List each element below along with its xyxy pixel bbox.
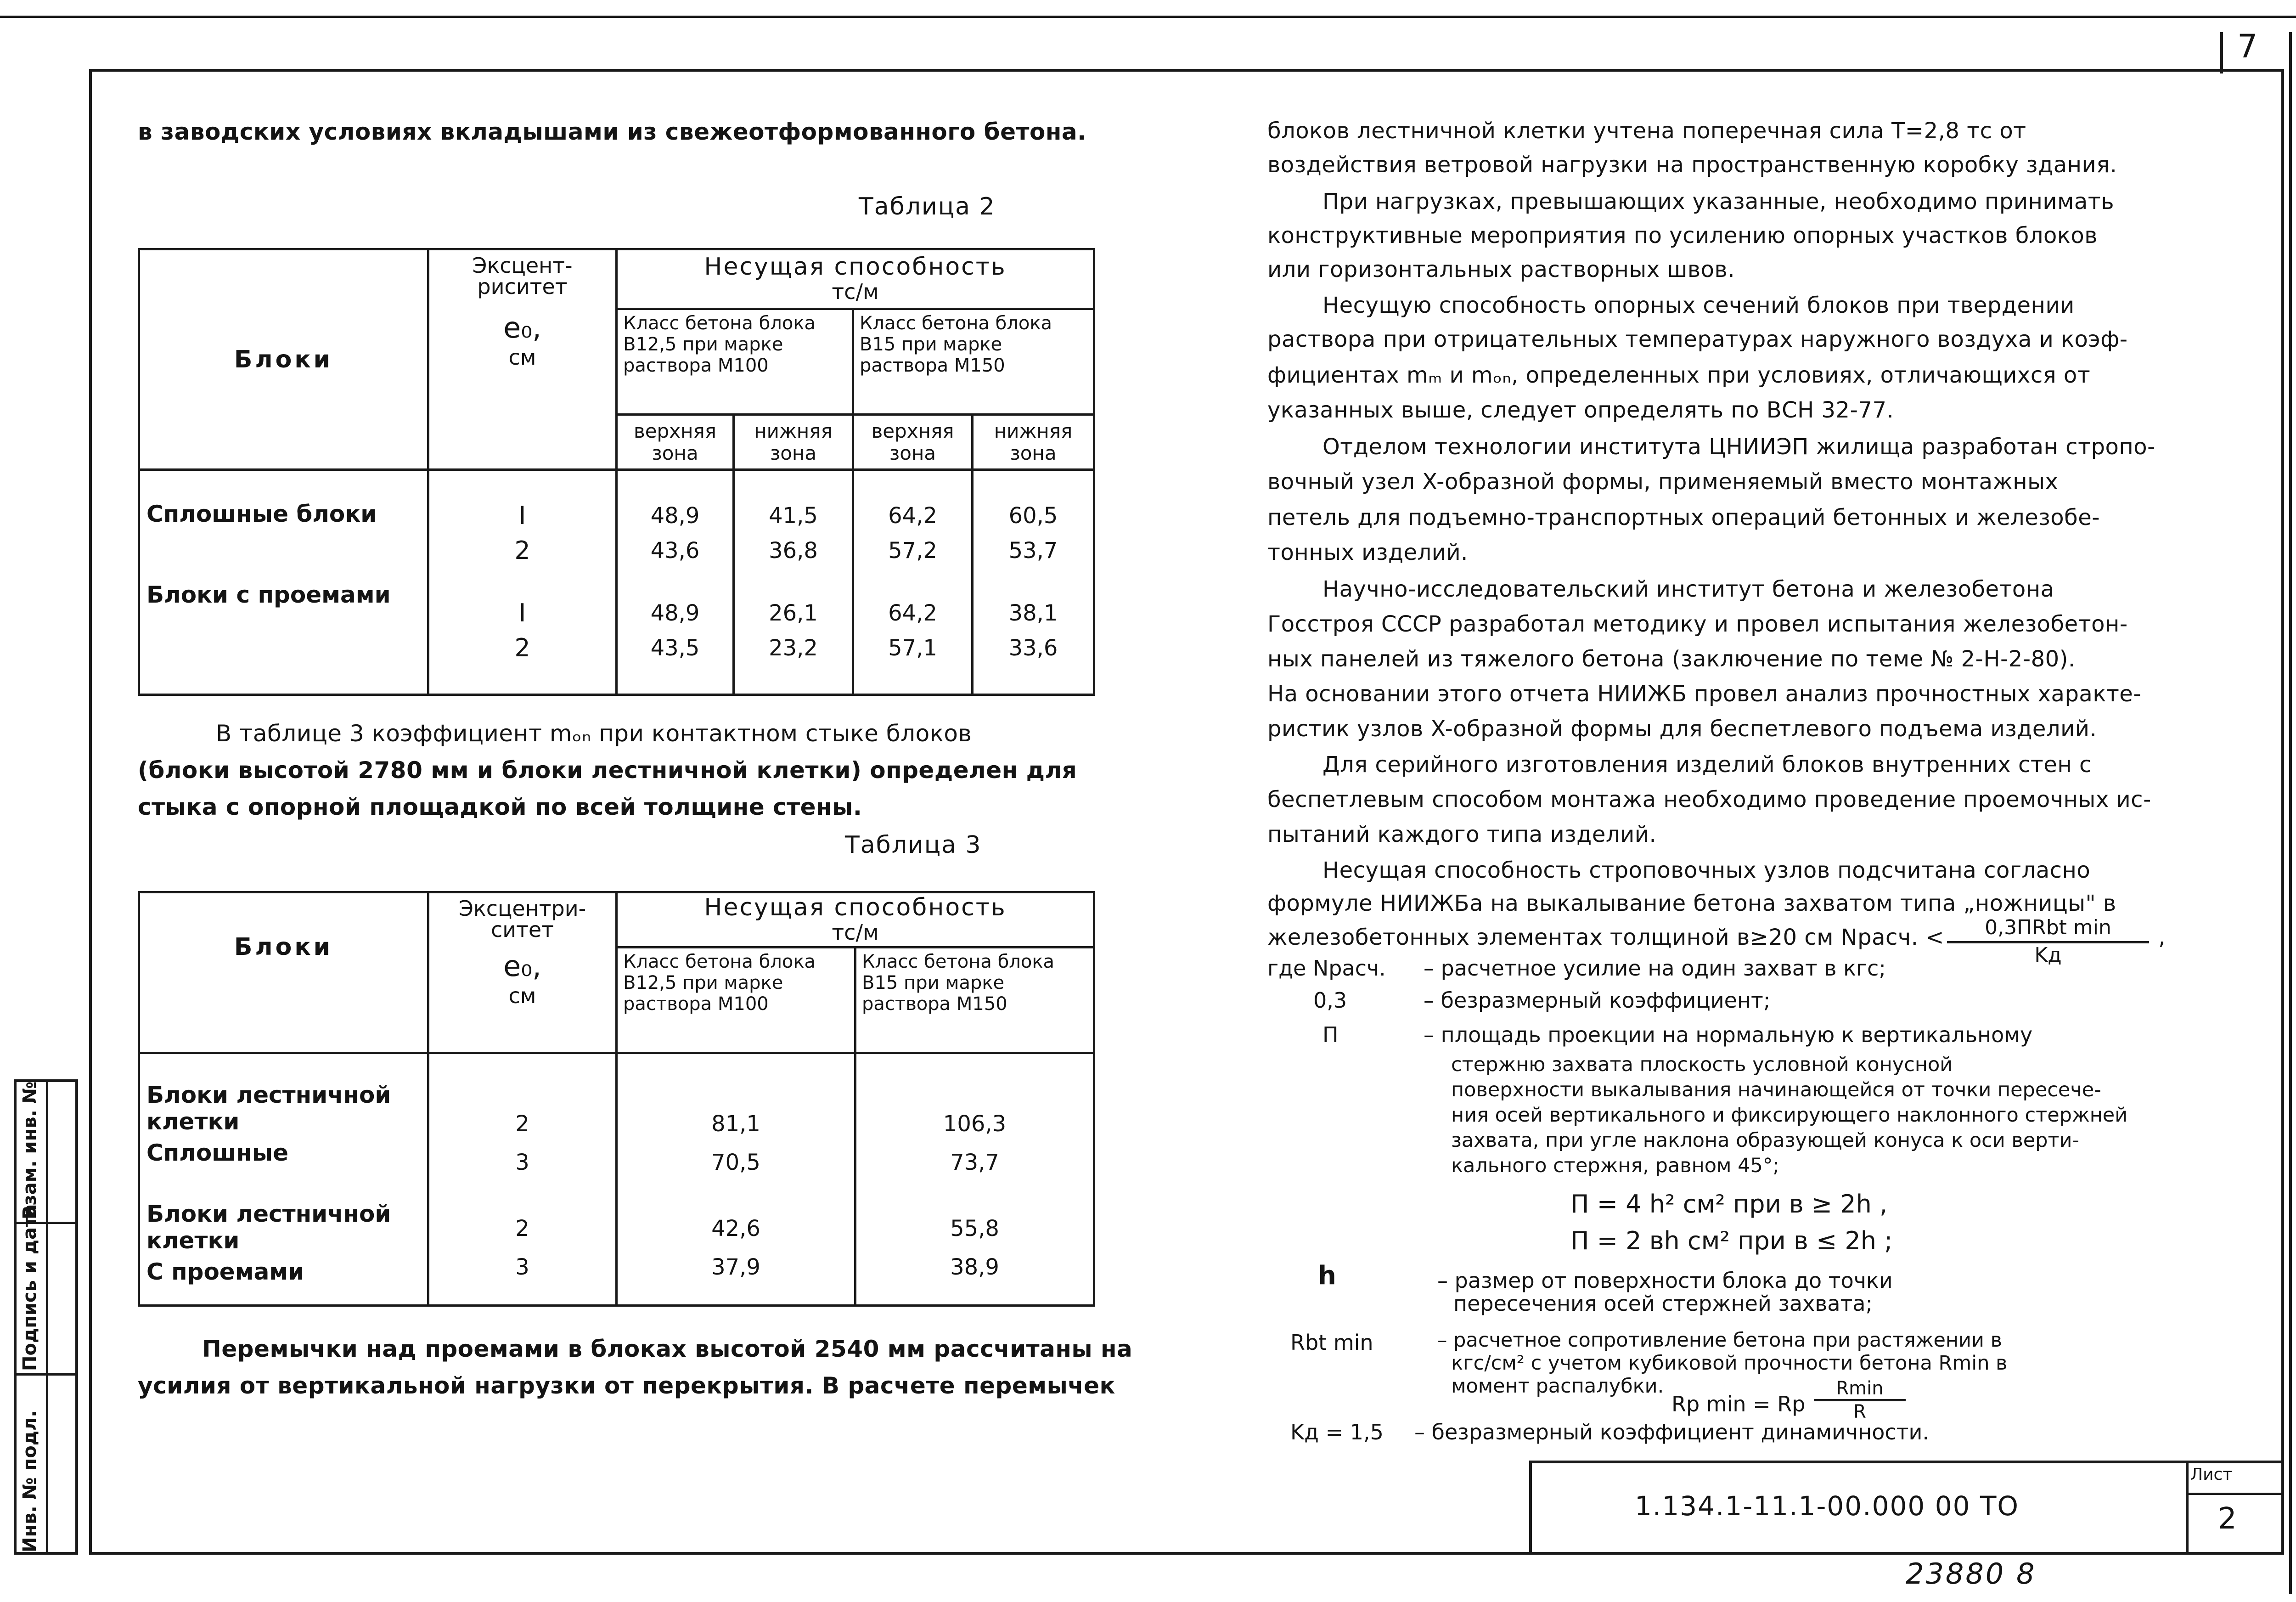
right-line: фициентах mₘ и mₒₙ, определенных при условиях, отличающихся от [1267, 362, 2091, 388]
t3-value: 70,5 [711, 1150, 760, 1175]
right-line: вочный узел X-образной формы, применяемый вместо монтажных [1267, 469, 2059, 495]
right-line: воздействия ветровой нагрузки на пространственную коробку здания. [1267, 152, 2117, 178]
archive-number: 23880 8 [1906, 1557, 2037, 1591]
t2-header-blocks: Блоки [139, 249, 428, 470]
legend-desc-p-3: поверхности выкалывания начинающейся от точки пересече- [1451, 1078, 2101, 1101]
formula-p-2: П = 2 вh см² при в ≤ 2h ; [1570, 1226, 1893, 1255]
legend-sym-kd: Kд = 1,5 [1290, 1420, 1384, 1444]
formula-main-tail: , [2158, 923, 2166, 950]
t3-header-blocks: Блоки [139, 892, 428, 1053]
t3-ecc-value: 3 [515, 1254, 529, 1280]
formula-p-1: П = 4 h² см² при в ≥ 2h , [1570, 1190, 1888, 1218]
table-3 [138, 891, 1095, 1307]
para-table3-line-1: В таблице 3 коэффициент mₒₙ при контактном стыке блоков [216, 720, 972, 747]
t2-class-1: Класс бетона блока В12,5 при марке раствора М100 [617, 309, 853, 415]
t2-header-capacity [617, 249, 1094, 309]
stamp-inv-no: Инв. № подл. [19, 1410, 40, 1552]
para-lintels-line-2: усилия от вертикальной нагрузки от перекрытия. В расчете перемычек [138, 1372, 1115, 1399]
t2-value: 26,1 [769, 600, 818, 626]
legend-desc-h-2: пересечения осей стержней захвата; [1453, 1291, 1873, 1316]
top-rule [0, 16, 2296, 18]
legend-desc-rbt-1: – расчетное сопротивление бетона при растяжении в [1437, 1329, 2002, 1352]
t2-col-ecc [428, 470, 617, 695]
stamp-signature-date: Подпись и дата [19, 1204, 40, 1371]
para-lintels-line-1: Перемычки над проемами в блоках высотой 2540 мм рассчитаны на [202, 1336, 1133, 1362]
legend-sym-03: 0,3 [1313, 988, 1347, 1013]
t3-header-capacity [617, 892, 1094, 948]
t2-value: 38,1 [1008, 600, 1058, 626]
para-table3-line-3: стыка с опорной площадкой по всей толщине стены. [138, 794, 862, 820]
sheet-no: 2 [2218, 1502, 2237, 1536]
t3-ecc-value: 2 [515, 1111, 529, 1137]
t3-col-class-2 [855, 1053, 1094, 1306]
right-line: блоков лестничной клетки учтена поперечная сила T=2,8 тс от [1267, 118, 2026, 144]
legend-desc-nrasch: – расчетное усилие на один захват в кгс; [1424, 956, 1886, 981]
t2-col-upper-1 [617, 470, 734, 695]
t2-capacity-title: Несущая способность [704, 253, 1007, 281]
right-line: тонных изделий. [1267, 540, 1468, 565]
t3-col-class-1 [617, 1053, 855, 1306]
t3-row-name: Блоки лестничной [146, 1201, 391, 1227]
t2-row-name-solid: Сплошные блоки [146, 501, 377, 527]
t2-value: 33,6 [1008, 635, 1058, 661]
sheet-box-right [2289, 32, 2292, 1594]
right-line: Несущая способность строповочных узлов подсчитана согласно [1322, 857, 2091, 883]
t2-ecc-value: 2 [514, 536, 530, 565]
t2-capacity-unit: тс/м [832, 279, 879, 304]
t2-ecc-title: Эксцент-риситет [472, 253, 573, 299]
right-line: пытаний каждого типа изделий. [1267, 822, 1657, 847]
t2-value: 23,2 [769, 635, 818, 661]
legend-desc-h-1: – размер от поверхности блока до точки [1437, 1268, 1893, 1293]
formula-r-denominator: R [1853, 1401, 1866, 1422]
formula-main-fraction [1947, 916, 2149, 967]
legend-sym-rbt: Rbt min [1290, 1330, 1373, 1355]
t2-value: 43,6 [650, 538, 700, 564]
right-line: Отделом технологии института ЦНИИЭП жилища разработан стропо- [1322, 434, 2155, 460]
table3-caption: Таблица 3 [845, 831, 982, 859]
legend-sym-nrasch: где Nрасч. [1267, 956, 1386, 981]
t3-value: 37,9 [711, 1254, 760, 1280]
intro-line: в заводских условиях вкладышами из свежеотформованного бетона. [138, 118, 1086, 145]
right-line: железобетонных элементах толщиной в≥20 см Nрасч. < [1267, 925, 1944, 950]
formula-r-left: Rр min = Rр [1671, 1392, 1806, 1416]
t2-value: 48,9 [650, 600, 700, 626]
formula-main-denominator: Kд [2034, 943, 2062, 967]
right-line: Несущую способность опорных сечений блоков при твердении [1322, 293, 2075, 318]
t2-row-name-openings: Блоки с проемами [146, 581, 391, 608]
t2-ecc-symbol: e₀, [503, 311, 541, 344]
t3-class-1: Класс бетона блока В12,5 при марке раствора М100 [617, 948, 855, 1053]
legend-desc-rbt-2: кгс/см² с учетом кубиковой прочности бетона Rmin в [1451, 1352, 2008, 1375]
t2-ecc-value: 2 [514, 633, 530, 662]
t2-value: 57,2 [888, 538, 937, 564]
right-line: Научно-исследовательский институт бетона и железобетона [1322, 576, 2054, 602]
legend-desc-p-2: стержню захвата плоскость условной конусной [1451, 1053, 1953, 1076]
t2-value: 57,1 [888, 635, 937, 661]
legend-desc-rbt-3: момент распалубки. [1451, 1375, 1664, 1398]
t3-value: 73,7 [950, 1150, 999, 1175]
t3-value: 38,9 [950, 1254, 999, 1280]
right-line: Госстроя СССР разработал методику и провел испытания железобетон- [1267, 611, 2128, 637]
t2-zone-upper-2: верхняя зона [853, 415, 973, 470]
sheet-number: 7 [2237, 28, 2258, 65]
document-code: 1.134.1-11.1-00.000 00 ТО [1635, 1490, 2020, 1522]
t2-header-eccentricity [428, 249, 617, 470]
t3-ecc-symbol: e₀, [503, 949, 541, 983]
t3-row-name: Сплошные [146, 1139, 288, 1166]
side-stamp-divider [46, 1079, 48, 1555]
legend-desc-03: – безразмерный коэффициент; [1424, 988, 1771, 1013]
right-line: раствора при отрицательных температурах наружного воздуха и коэф- [1267, 327, 2128, 352]
t3-row-name: клетки [146, 1108, 240, 1135]
right-line: ных панелей из тяжелого бетона (заключение по теме № 2-Н-2-80). [1267, 646, 2076, 672]
side-stamp-row-2 [14, 1373, 78, 1376]
t2-zone-upper-1: верхняя зона [617, 415, 734, 470]
right-line: петель для подъемно-транспортных операций бетонных и железобе- [1267, 505, 2100, 530]
t2-class-2: Класс бетона блока В15 при марке раствора М150 [853, 309, 1094, 415]
t2-value: 41,5 [769, 503, 818, 529]
title-block-left [1529, 1461, 1532, 1555]
legend-sym-h: h [1318, 1261, 1336, 1291]
t2-ecc-unit: см [508, 345, 536, 370]
t2-col-lower-2 [973, 470, 1094, 695]
legend-sym-p: П [1322, 1022, 1339, 1047]
legend-desc-p-6: кального стержня, равном 45°; [1451, 1154, 1779, 1177]
t3-value: 55,8 [950, 1216, 999, 1241]
t3-header-eccentricity [428, 892, 617, 1053]
formula-r-numerator: Rmin [1814, 1378, 1906, 1401]
t3-capacity-unit: тс/м [832, 919, 879, 945]
t3-row-name: С проемами [146, 1258, 304, 1285]
legend-desc-p-4: ния осей вертикального и фиксирующего наклонного стержней [1451, 1104, 2128, 1127]
right-line: беспетлевым способом монтажа необходимо проведение проемочных ис- [1267, 787, 2151, 812]
t2-col-upper-2 [853, 470, 973, 695]
right-line: или горизонтальных растворных швов. [1267, 257, 1735, 282]
t3-value: 81,1 [711, 1111, 760, 1137]
t3-ecc-unit: см [508, 983, 536, 1008]
table-2 [138, 248, 1095, 696]
legend-desc-kd: – безразмерный коэффициент динамичности. [1414, 1420, 1930, 1444]
right-line: конструктивные мероприятия по усилению опорных участков блоков [1267, 223, 2098, 248]
right-line: На основании этого отчета НИИЖБ провел анализ прочностных характе- [1267, 681, 2142, 707]
t2-zone-lower-1: нижняя зона [734, 415, 853, 470]
t2-zone-lower-2: нижняя зона [973, 415, 1094, 470]
sheet-label: Лист [2190, 1465, 2233, 1484]
t2-value: 53,7 [1008, 538, 1058, 564]
t3-capacity-title: Несущая способность [704, 893, 1007, 921]
right-line: ристик узлов X-образной формы для беспетлевого подъема изделий. [1267, 716, 2097, 742]
t3-ecc-title: Эксцентри-ситет [458, 896, 586, 942]
legend-desc-p-5: захвата, при угле наклона образующей конуса к оси верти- [1451, 1129, 2079, 1152]
title-block-top [1529, 1461, 2282, 1463]
t2-col-lower-1 [734, 470, 853, 695]
t2-value: 43,5 [650, 635, 700, 661]
formula-r-fraction [1814, 1378, 1906, 1422]
para-table3-line-2: (блоки высотой 2780 мм и блоки лестничной клетки) определен для [138, 757, 1077, 784]
t3-row-names [139, 1053, 428, 1306]
t2-value: 64,2 [888, 600, 937, 626]
right-line: формуле НИИЖБа на выкалывание бетона захватом типа „ножницы" в [1267, 891, 2116, 916]
right-line: указанных выше, следует определять по ВСН 32-77. [1267, 397, 1894, 423]
formula-main-numerator: 0,3ПRbt min [1947, 916, 2149, 943]
t3-value: 42,6 [711, 1216, 760, 1241]
t3-col-ecc [428, 1053, 617, 1306]
right-line: Для серийного изготовления изделий блоков внутренних стен с [1322, 752, 2092, 778]
t2-value: 36,8 [769, 538, 818, 564]
sheet-box-left [2220, 32, 2223, 73]
title-block-sheet-label-rule [2186, 1493, 2282, 1495]
t3-ecc-value: 2 [515, 1216, 529, 1241]
t2-row-names [139, 470, 428, 695]
t3-ecc-value: 3 [515, 1150, 529, 1175]
t2-ecc-value: I [518, 598, 526, 627]
t3-class-2: Класс бетона блока В15 при марке раствора М150 [855, 948, 1094, 1053]
stamp-replaced-inv: Взам. инв. № [19, 1081, 40, 1219]
right-line: При нагрузках, превышающих указанные, необходимо принимать [1322, 189, 2114, 214]
table2-caption: Таблица 2 [859, 193, 996, 220]
t2-value: 64,2 [888, 503, 937, 529]
t2-value: 60,5 [1008, 503, 1058, 529]
legend-desc-p-1: – площадь проекции на нормальную к вертикальному [1424, 1022, 2033, 1047]
t2-ecc-value: I [518, 501, 526, 530]
t3-row-name: Блоки лестничной [146, 1082, 391, 1108]
t2-value: 48,9 [650, 503, 700, 529]
title-block-sheet-divider [2186, 1461, 2189, 1555]
t3-row-name: клетки [146, 1227, 240, 1254]
t3-value: 106,3 [943, 1111, 1007, 1137]
